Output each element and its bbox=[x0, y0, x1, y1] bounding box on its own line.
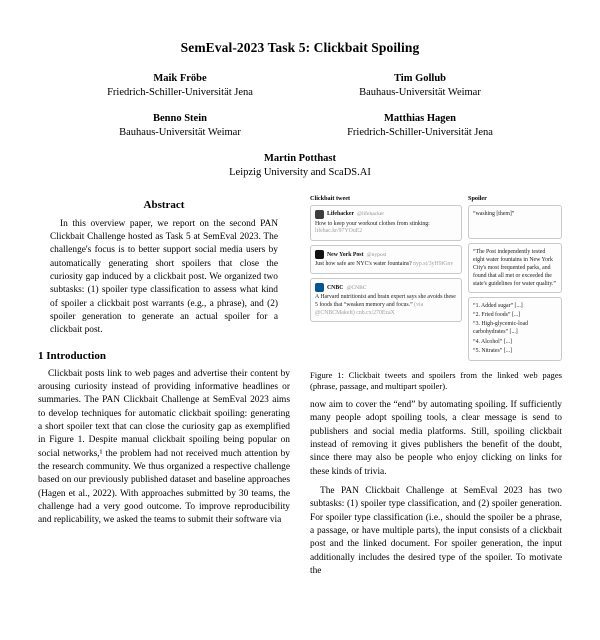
page-title: SemEval-2023 Task 5: Clickbait Spoiling bbox=[180, 40, 420, 55]
tweet-body: How to keep your workout clothes from stinking: bbox=[315, 220, 430, 227]
author-affiliation: Bauhaus-Universität Weimar bbox=[359, 87, 481, 99]
figure-1 bbox=[310, 195, 562, 393]
author-entry bbox=[60, 152, 540, 181]
author-name: Tim Gollub bbox=[393, 73, 447, 84]
figure-column-clickbait bbox=[310, 195, 462, 365]
tweet-account-handle: @nypost bbox=[366, 251, 387, 258]
right-column bbox=[310, 195, 562, 585]
spoiler-card-multipart bbox=[468, 297, 562, 361]
author-name: Martin Potthast bbox=[263, 152, 337, 164]
tweet-account-name: New York Post bbox=[327, 251, 364, 258]
spoiler-multipart-item: “1. Added sugar” [...] bbox=[473, 303, 523, 310]
tweet-text bbox=[315, 221, 457, 237]
spoiler-multipart-item: “5. Nitrates” [...] bbox=[473, 347, 512, 354]
two-column-body bbox=[0, 195, 600, 585]
spoiler-card-phrase: “washing [them]” bbox=[468, 205, 562, 239]
author-row bbox=[60, 112, 540, 141]
nypost-avatar-icon bbox=[315, 250, 324, 259]
intro-paragraph-2: now aim to cover the “end” by automating spoiling. If sufficiently many people adopt spoiling tools, a clear message is send to publishers and social media platforms. Still, spoiling clickbait instead of removing it gives publishers the benefit of the doubt, since there may also be people who enjoy clicking on links for these kinds of trivia. bbox=[310, 399, 562, 477]
author-name: Benno Stein bbox=[153, 112, 207, 124]
abstract-text: In this overview paper, we report on the second PAN Clickbait Challenge hosted as Task 5 at SemEval 2023. The challenge's focus is to better support social media users by automatically generating short spoilers that close the curiosity gap induced by a clickbait post. We organized two subtasks: (1) spoiler type classification to assess what kind of spoiler a clickbait post warrants (e.g., a phrase), and (2) spoiler generation to generate an actual spoiler for a clickbait post. bbox=[50, 218, 278, 336]
tweet-account-name: Lifehacker bbox=[327, 211, 355, 218]
figure-1-caption: Figure 1: Clickbait tweets and spoilers from the linked web pages (phrase, passage, and multipart spoiler). bbox=[310, 369, 562, 392]
author-entry bbox=[300, 112, 540, 141]
spoiler-multipart-list bbox=[473, 302, 557, 355]
author-entry bbox=[300, 72, 540, 101]
figure-column-header-spoiler: Spoiler bbox=[468, 194, 487, 202]
tweet-account-handle: @lifehacker bbox=[357, 211, 385, 218]
author-row bbox=[60, 152, 540, 181]
spoiler-multipart-item: “3. High-glycemic-load carbohydrates” [...] bbox=[473, 321, 529, 336]
author-affiliation: Friedrich-Schiller-Universität Jena bbox=[347, 127, 493, 139]
lifehacker-avatar-icon bbox=[315, 210, 324, 219]
author-name: Maik Fröbe bbox=[153, 73, 207, 84]
paper-page bbox=[0, 40, 600, 640]
tweet-account-name: CNBC bbox=[327, 284, 344, 291]
tweet-card bbox=[310, 245, 462, 274]
tweet-link: nyp.st/3yH9iGnv bbox=[413, 261, 454, 268]
abstract-heading: Abstract bbox=[143, 198, 185, 211]
section-heading-introduction: 1 Introduction bbox=[38, 349, 106, 362]
cnbc-avatar-icon bbox=[315, 283, 324, 292]
figure-1-content bbox=[310, 195, 562, 365]
left-column bbox=[38, 195, 290, 585]
tweet-text bbox=[315, 261, 457, 269]
tweet-header bbox=[315, 283, 457, 292]
author-entry bbox=[60, 72, 300, 101]
tweet-header bbox=[315, 210, 457, 219]
figure-column-header-clickbait: Clickbait tweet bbox=[310, 194, 351, 202]
author-name: Matthias Hagen bbox=[383, 112, 457, 124]
abstract-section bbox=[38, 199, 290, 338]
figure-column-spoiler bbox=[468, 195, 562, 365]
tweet-link: lifehac.kr/97YOuE2 bbox=[315, 228, 363, 235]
spoiler-multipart-item: “2. Fried foods” [...] bbox=[473, 312, 521, 319]
author-row bbox=[60, 72, 540, 101]
author-entry bbox=[60, 112, 300, 141]
intro-paragraph-3: The PAN Clickbait Challenge at SemEval 2023 has two subtasks: (1) spoiler type classification, and (2) spoiler generation. For spoiler type classification (i.e., should the spoiler be a phrase, a passage, or have multiple parts), the input consists of a clickbait post and the linked document. For spoiler generation, the input additionally includes the desired type of the spoiler. To motivate the bbox=[310, 486, 562, 577]
author-block bbox=[0, 72, 600, 181]
tweet-text bbox=[315, 294, 457, 317]
tweet-link: (via @CNBCMakeIt) cnb.cx/270EzaX bbox=[315, 301, 424, 316]
tweet-account-handle: @CNBC bbox=[346, 284, 367, 291]
author-affiliation: Leipzig University and ScaDS.AI bbox=[229, 166, 371, 178]
tweet-card bbox=[310, 278, 462, 322]
author-affiliation: Friedrich-Schiller-Universität Jena bbox=[107, 87, 253, 99]
author-affiliation: Bauhaus-Universität Weimar bbox=[119, 127, 241, 139]
tweet-body: A Harvard nutritionist and brain expert says she avoids these 5 foods that “weaken memory and focus.” bbox=[315, 294, 456, 308]
intro-paragraph-1: Clickbait posts link to web pages and advertise their content by arousing curiosity instead of providing informative headlines or summaries. The PAN Clickbait Challenge at SemEval 2023 aims to develop techniques for automatic clickbait spoiling: generating a short spoiler text that can close the curiosity gap as exemplified in Figure 1. Despite manual clickbait spoiling being popular on social networks,¹ the problem had not received much attention by the research community. We thus organized a respective challenge based on our previously published dataset and baseline approaches (Hagen et al., 2022). With approaches submitted by 30 teams, the challenge had a very good outcome. To improve reproducibility and replicability, we asked the teams to submit their software via bbox=[38, 368, 290, 526]
spoiler-card-passage: “The Post independently tested eight water fountains in New York City's most frequented parks, and found that all met or exceeded the state's guidelines for water quality.” bbox=[468, 243, 562, 294]
tweet-body: Just how safe are NYC's water fountains? bbox=[315, 261, 412, 268]
spoiler-multipart-item: “4. Alcohol” [...] bbox=[473, 338, 512, 345]
tweet-header bbox=[315, 250, 457, 259]
tweet-card bbox=[310, 205, 462, 242]
